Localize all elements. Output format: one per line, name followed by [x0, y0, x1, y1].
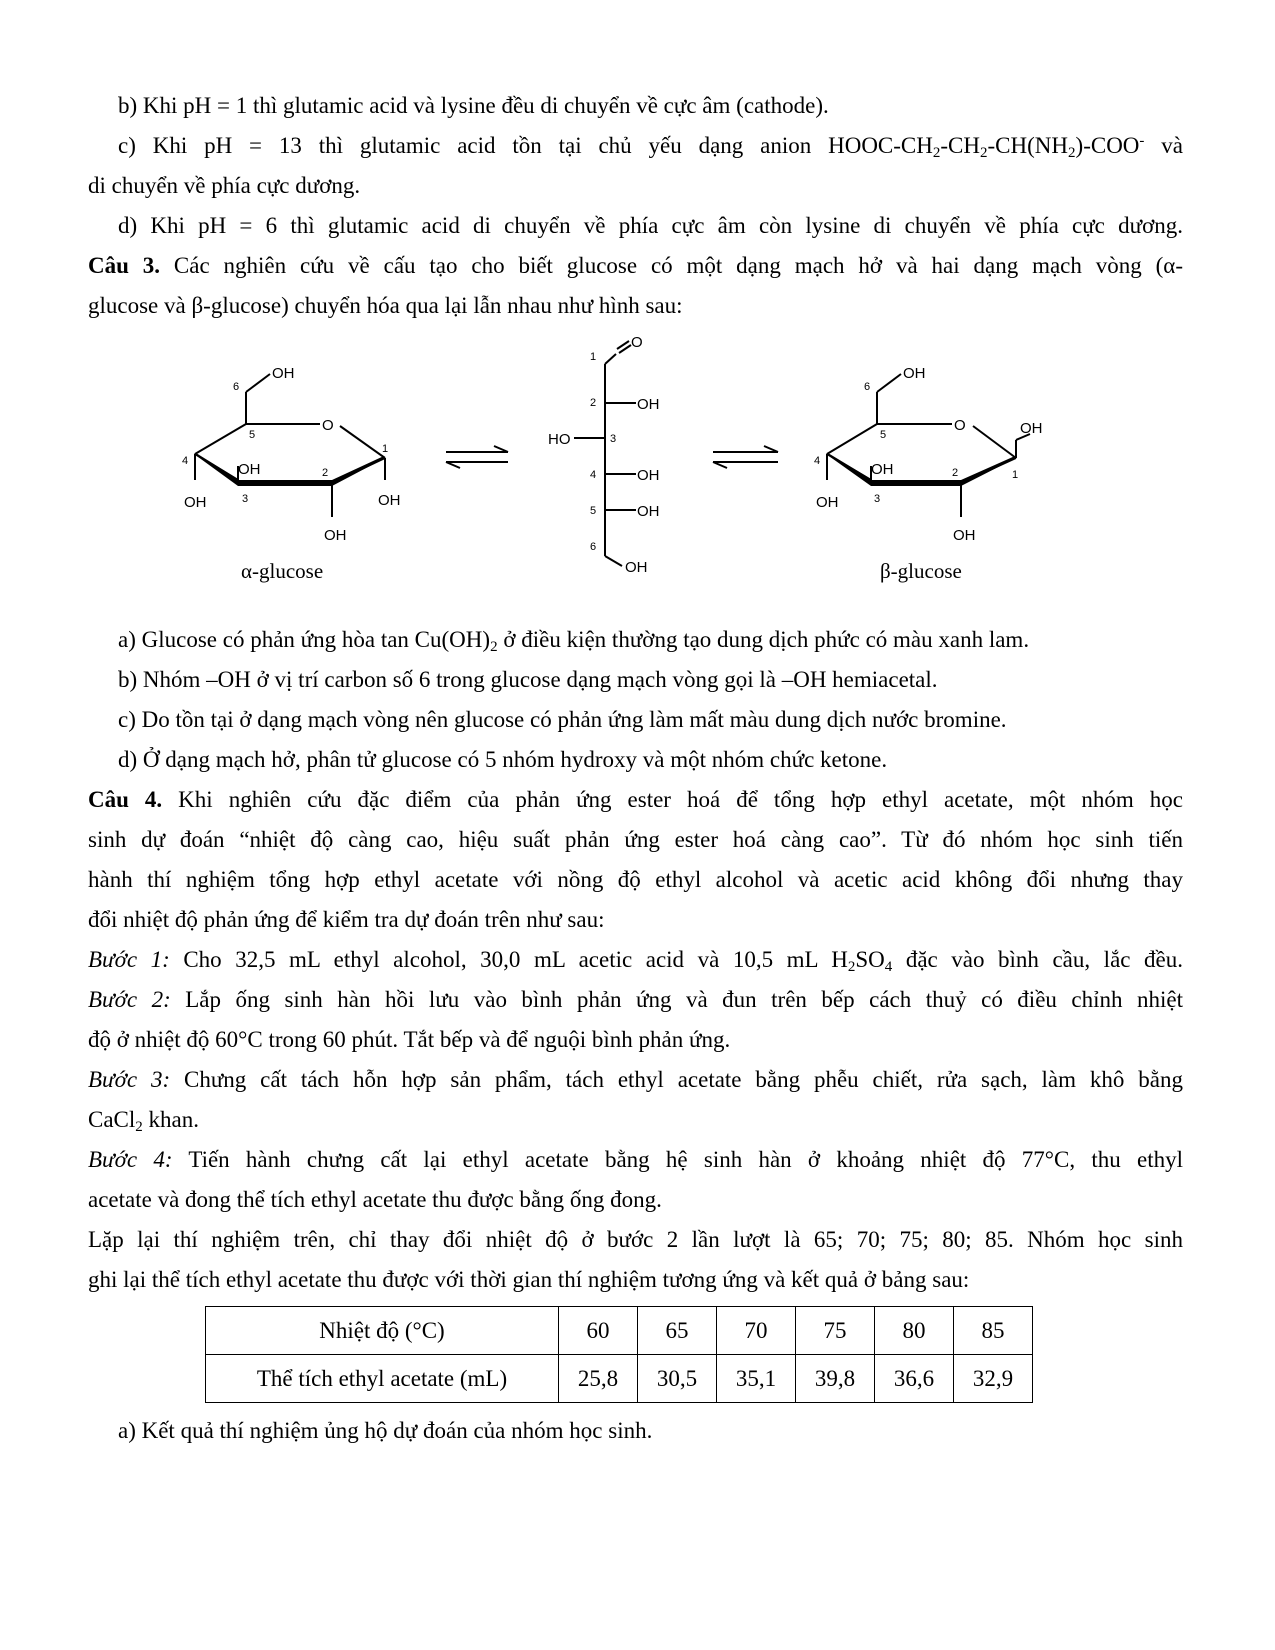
open-chain-aldehyde-o: O [631, 334, 643, 351]
svg-text:2: 2 [322, 467, 329, 479]
table-cell: 60 [559, 1307, 638, 1355]
table-row-volume [206, 1355, 1033, 1403]
table-cell: 80 [875, 1307, 954, 1355]
svg-text:6: 6 [590, 541, 597, 553]
svg-text:1: 1 [382, 443, 389, 455]
q4-stem-line3: hành thí nghiệm tổng hợp ethyl acetate với nồng độ ethyl alcohol và acetic acid không đổi nhưng thay [88, 867, 1183, 892]
open-chain-oh-c4: OH [637, 467, 660, 484]
open-chain-oh-c2: OH [637, 396, 660, 413]
svg-text:6: 6 [233, 381, 240, 393]
q4-step2-line1: Bước 2: Lắp ống sinh hàn hồi lưu vào bình phản ứng và đun trên bếp cách thuỷ có điều chỉnh nhiệt [88, 987, 1183, 1012]
glucose-equilibrium-figure [88, 330, 1183, 614]
q4-step3-line1: Bước 3: Chưng cất tách hỗn hợp sản phẩm, tách ethyl acetate bằng phễu chiết, rửa sạch, làm khô bằng [88, 1067, 1183, 1092]
svg-text:3: 3 [610, 433, 617, 445]
q4-step4-line1: Bước 4: Tiến hành chưng cất lại ethyl acetate bằng hệ sinh hàn ở khoảng nhiệt độ 77°C, thu ethyl [88, 1147, 1183, 1172]
open-chain-oh-c5: OH [637, 503, 660, 520]
q4-step4-line2: acetate và đong thể tích ethyl acetate thu được bằng ống đong. [88, 1187, 662, 1212]
beta-oh-c3: OH [871, 461, 894, 478]
q4-step3-line2: CaCl$_2$ khan. [88, 1107, 199, 1135]
beta-glucose-structure [827, 374, 1030, 517]
q3-option-c: c) Do tồn tại ở dạng mạch vòng nên glucose có phản ứng làm mất màu dung dịch nước bromine. [118, 707, 1007, 732]
q4-step1: Bước 1: Cho 32,5 mL ethyl alcohol, 30,0 mL acetic acid và 10,5 mL $H_2SO_4$ đặc vào bình cầu, lắc đều. [88, 947, 1183, 975]
q3-stem-line2: glucose và β-glucose) chuyển hóa qua lại lẫn nhau như hình sau: [88, 293, 683, 318]
alpha-wedge-right [332, 456, 385, 486]
table-cell: 70 [717, 1307, 796, 1355]
beta-wedge-right [961, 456, 1019, 486]
q2-option-c-line2: di chuyển về phía cực dương. [88, 173, 361, 198]
table-cell: 32,9 [954, 1355, 1033, 1403]
q4-stem-line4: đổi nhiệt độ phản ứng để kiểm tra dự đoán trên như sau: [88, 907, 605, 932]
beta-bold-bond [871, 480, 961, 486]
beta-oh-c6: OH [903, 365, 926, 382]
table-cell: 65 [638, 1307, 717, 1355]
q4-step2-line2: độ ở nhiệt độ 60°C trong 60 phút. Tắt bếp và để nguội bình phản ứng. [88, 1027, 731, 1052]
svg-text:2: 2 [952, 467, 959, 479]
alpha-oh-c6: OH [272, 365, 295, 382]
equilibrium-arrow-right [713, 446, 778, 468]
svg-text:1: 1 [590, 351, 597, 363]
table-header-volume: Thể tích ethyl acetate (mL) [206, 1355, 559, 1403]
svg-text:3: 3 [242, 493, 249, 505]
beta-oh-c1: OH [1020, 420, 1043, 437]
beta-wedge-left [826, 453, 871, 486]
q4-option-a: a) Kết quả thí nghiệm ủng hộ dự đoán của nhóm học sinh. [118, 1418, 653, 1443]
svg-text:6: 6 [864, 381, 871, 393]
svg-text:1: 1 [1012, 469, 1019, 481]
alpha-wedge-left [194, 453, 238, 486]
table-cell: 75 [796, 1307, 875, 1355]
alpha-oh-c3: OH [238, 461, 261, 478]
alpha-glucose-caption: α-glucose [241, 559, 324, 583]
alpha-oh-c2: OH [324, 527, 347, 544]
svg-text:5: 5 [249, 429, 256, 441]
svg-text:4: 4 [590, 469, 597, 481]
open-chain-ho-c3: HO [548, 431, 571, 448]
q4-stem-line2: sinh dự đoán “nhiệt độ càng cao, hiệu suất phản ứng ester hoá càng cao”. Từ đó nhóm học sinh tiến [88, 827, 1183, 852]
alpha-oh-c4: OH [184, 494, 207, 511]
q4-repeat-line2: ghi lại thể tích ethyl acetate thu được với thời gian thí nghiệm tương ứng và kết quả ở bảng sau: [88, 1267, 970, 1292]
svg-text:2: 2 [590, 397, 597, 409]
table-cell: 36,6 [875, 1355, 954, 1403]
svg-text:5: 5 [880, 429, 887, 441]
equilibrium-arrow-left [446, 446, 508, 468]
table-header-temperature: Nhiệt độ (°C) [206, 1307, 559, 1355]
document-page [88, 86, 1183, 1451]
alpha-oh-c1: OH [378, 492, 401, 509]
q2-option-d: d) Khi pH = 6 thì glutamic acid di chuyển về phía cực âm còn lysine di chuyển về phía cực dương. [118, 213, 1183, 238]
q2-option-c-line1: c) Khi pH = 13 thì glutamic acid tồn tại chủ yếu dạng anion HOOC-$CH_2-CH_2-CH(NH_2)-COO^-$ và [118, 133, 1183, 161]
table-cell: 39,8 [796, 1355, 875, 1403]
alpha-bold-bond [238, 480, 332, 486]
svg-text:4: 4 [814, 455, 821, 467]
q4-stem-line1: Câu 4. Khi nghiên cứu đặc điểm của phản ứng ester hoá để tổng hợp ethyl acetate, một nhóm học [88, 787, 1183, 812]
alpha-glucose-structure [195, 374, 385, 517]
svg-text:5: 5 [590, 505, 597, 517]
table-cell: 30,5 [638, 1355, 717, 1403]
table-row-temperature [206, 1307, 1033, 1355]
beta-oh-c2: OH [953, 527, 976, 544]
alpha-ring-oxygen: O [322, 417, 334, 434]
beta-oh-c4: OH [816, 494, 839, 511]
svg-text:4: 4 [182, 455, 189, 467]
q3-option-a: a) Glucose có phản ứng hòa $\tan Cu(OH)_2$ ở điều kiện thường tạo dung dịch phức có màu xanh lam. [118, 627, 1030, 655]
q3-option-b: b) Nhóm –OH ở vị trí carbon số 6 trong glucose dạng mạch vòng gọi là –OH hemiacetal. [118, 667, 938, 692]
table-cell: 25,8 [559, 1355, 638, 1403]
svg-text:3: 3 [874, 493, 881, 505]
q2-option-b: b) Khi pH = 1 thì glutamic acid và lysine đều di chuyển về cực âm (cathode). [118, 93, 829, 118]
temperature-volume-table [205, 1306, 1033, 1403]
q4-repeat-line1: Lặp lại thí nghiệm trên, chỉ thay đổi nhiệt độ ở bước 2 lần lượt là 65; 70; 75; 80; 85. Nhóm học sinh [88, 1227, 1183, 1252]
table-cell: 85 [954, 1307, 1033, 1355]
open-chain-structure [574, 341, 636, 566]
q3-stem-line1: Câu 3. Các nghiên cứu về cấu tạo cho biết glucose có một dạng mạch hở và hai dạng mạch vòng (α- [88, 253, 1183, 278]
table-cell: 35,1 [717, 1355, 796, 1403]
beta-glucose-caption: β-glucose [880, 559, 962, 583]
beta-ring-oxygen: O [954, 417, 966, 434]
q3-option-d: d) Ở dạng mạch hở, phân tử glucose có 5 nhóm hydroxy và một nhóm chức ketone. [118, 747, 888, 772]
open-chain-oh-c6: OH [625, 559, 648, 576]
